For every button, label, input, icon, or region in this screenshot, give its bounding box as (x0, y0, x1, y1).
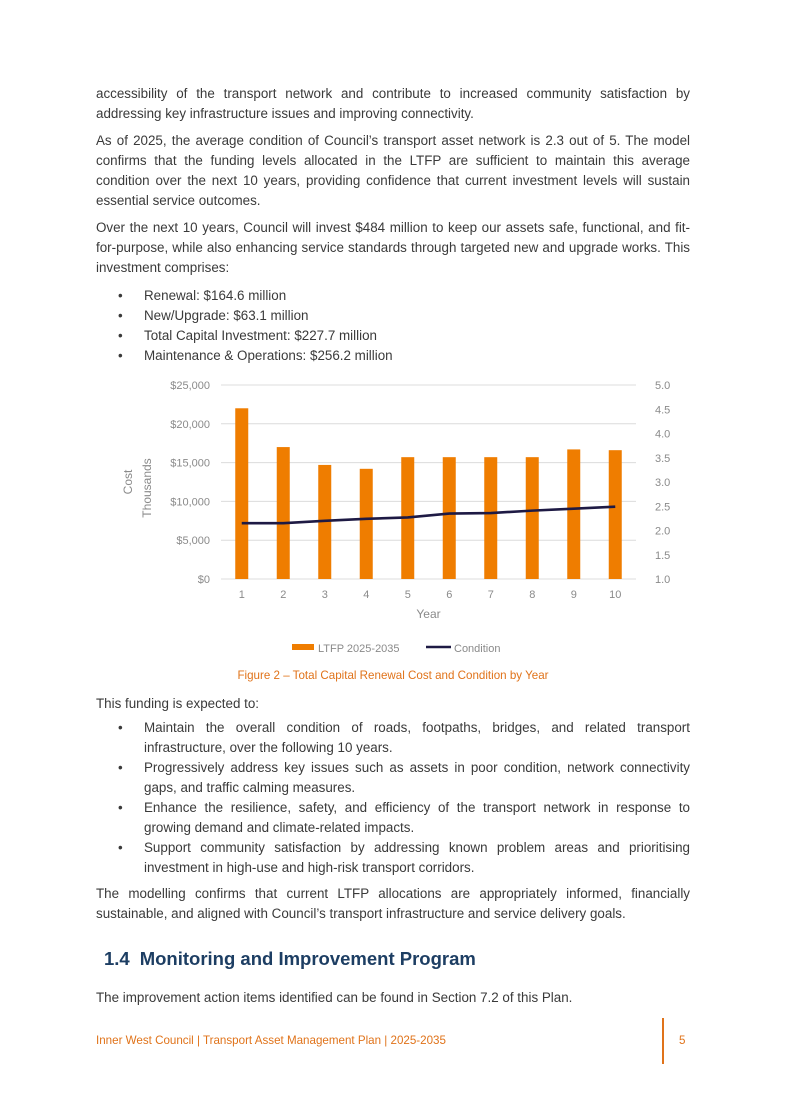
section-title: Monitoring and Improvement Program (139, 948, 476, 969)
y-tick-label: $10,000 (170, 496, 210, 509)
footer-text: Inner West Council | Transport Asset Management Plan | 2025-2035 (96, 1034, 446, 1047)
footer-divider (662, 1018, 664, 1064)
y2-tick-label: 2.5 (655, 501, 671, 514)
list-item: • Enhance the resilience, safety, and efficiency of the transport network in response to growing demand and climate-related impacts. (96, 798, 690, 838)
x-tick-label: 3 (321, 589, 328, 601)
y2-tick-label: 4.0 (655, 428, 671, 441)
x-tick-label: 2 (280, 589, 287, 601)
bar (484, 457, 497, 579)
y2-tick-label: 1.5 (655, 549, 671, 562)
y-tick-label: $0 (197, 574, 210, 586)
condition-line (242, 507, 616, 523)
funding-list (96, 718, 690, 878)
list-item: • Support community satisfaction by addressing known problem areas and prioritising investment in high-use and high-risk transport corridors. (96, 838, 690, 878)
bar (235, 408, 248, 579)
list-item: • Maintain the overall condition of roads, footpaths, bridges, and related transport infrastructure, over the following 10 years. (96, 718, 690, 758)
legend-label: Condition (454, 643, 501, 655)
y2-tick-label: 3.5 (655, 452, 671, 465)
y2-tick-label: 3.0 (655, 477, 671, 489)
cost-condition-chart (96, 368, 690, 660)
y-axis-subtitle: Thousands (140, 458, 154, 518)
page-number: 5 (679, 1034, 686, 1047)
legend-swatch-bar (292, 644, 314, 650)
y-tick-label: $20,000 (170, 418, 210, 431)
y-tick-label: $15,000 (170, 457, 210, 470)
section-heading (104, 948, 476, 970)
list-item: • Total Capital Investment: $227.7 million (96, 326, 690, 346)
bar (277, 447, 290, 579)
list-item: • New/Upgrade: $63.1 million (96, 306, 690, 326)
bar (609, 450, 622, 579)
investment-list (96, 286, 690, 366)
y2-tick-label: 5.0 (655, 380, 671, 392)
bar (360, 469, 373, 579)
funding-intro: This funding is expected to: (96, 696, 260, 711)
closing-paragraph: The modelling confirms that current LTFP allocations are appropriately informed, financially sustainable, and aligned with Council’s transport infrastructure and service delivery goals. (96, 886, 690, 921)
figure-caption: Figure 2 – Total Capital Renewal Cost and Condition by Year (237, 669, 549, 682)
y-axis-title: Cost (121, 469, 135, 495)
list-item: • Renewal: $164.6 million (96, 286, 690, 306)
list-item: • Progressively address key issues such as assets in poor condition, network connectivity gaps, and traffic calming measures. (96, 758, 690, 798)
section-number: 1.4 (104, 948, 130, 969)
investment-paragraph: Over the next 10 years, Council will invest $484 million to keep our assets safe, functional, and fit-for-purpose, while also enhancing service standards through targeted new and upgrade works. This investment comprises: (96, 220, 690, 275)
x-tick-label: 1 (238, 589, 245, 601)
y2-tick-label: 4.5 (655, 404, 671, 417)
bar (567, 449, 580, 579)
x-tick-label: 8 (529, 589, 536, 601)
y2-tick-label: 2.0 (655, 525, 671, 538)
x-tick-label: 5 (404, 589, 411, 601)
y-tick-label: $25,000 (170, 380, 210, 392)
legend-label: LTFP 2025-2035 (318, 643, 400, 655)
list-item: • Maintenance & Operations: $256.2 million (96, 346, 690, 366)
x-tick-label: 7 (487, 589, 494, 601)
y2-tick-label: 1.0 (655, 574, 671, 586)
x-tick-label: 6 (446, 589, 453, 601)
condition-paragraph: As of 2025, the average condition of Council’s transport asset network is 2.3 out of 5. The model confirms that the funding levels allocated in the LTFP are sufficient to maintain this average condition over the next 10 years, providing confidence that current investment levels will sustain essential service outcomes. (96, 133, 690, 208)
y-tick-label: $5,000 (176, 535, 210, 548)
x-tick-label: 4 (363, 589, 370, 601)
bar (443, 457, 456, 579)
x-tick-label: 10 (609, 589, 622, 601)
bar (526, 457, 539, 579)
x-axis-title: Year (416, 607, 441, 621)
section-paragraph: The improvement action items identified can be found in Section 7.2 of this Plan. (96, 990, 573, 1005)
x-tick-label: 9 (570, 589, 577, 601)
intro-paragraph: accessibility of the transport network and contribute to increased community satisfaction by addressing key infrastructure issues and improving connectivity. (96, 86, 690, 121)
